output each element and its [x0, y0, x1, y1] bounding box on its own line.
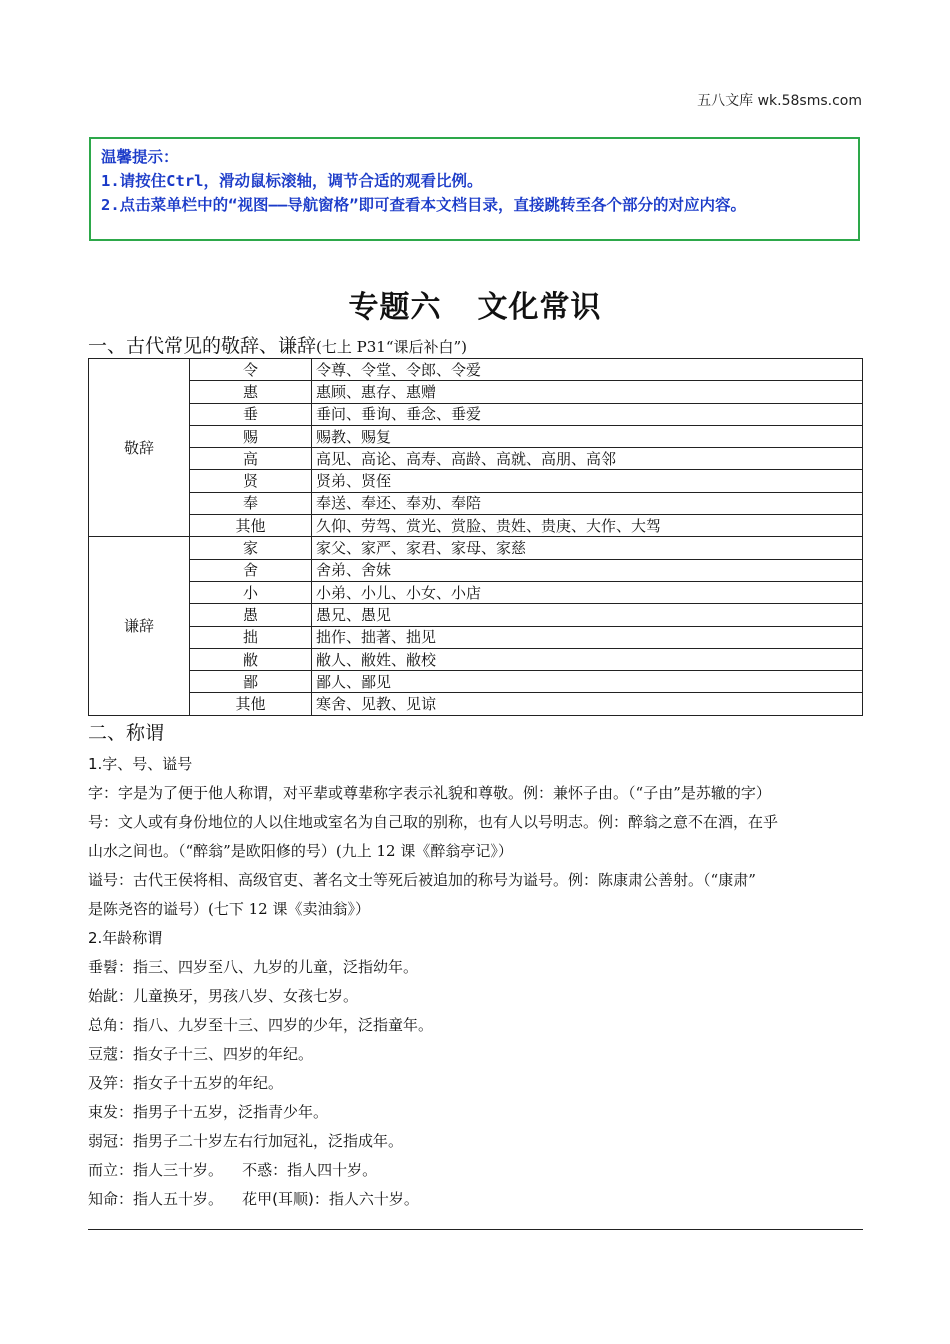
tip-heading: 温馨提示： [101, 148, 179, 166]
honorific-key: 垂 [190, 403, 312, 425]
huajia-desc: ：指人六十岁。 [313, 1190, 419, 1208]
age-desc: ：儿童换牙，男孩八岁、女孩七岁。 [118, 987, 359, 1005]
age-entry [88, 1098, 866, 1127]
age-term: 垂髫 [88, 958, 119, 976]
age-desc: ：指女子十三、四岁的年纪。 [118, 1045, 314, 1063]
humble-key: 舍 [190, 559, 312, 581]
buhuo-term: 不惑 [242, 1161, 273, 1179]
buhuo-desc: ：指人四十岁。 [272, 1161, 378, 1179]
erli-desc: ：指人三十岁。 [118, 1161, 224, 1179]
age-desc: ：指男子十五岁，泛指青少年。 [118, 1103, 329, 1121]
humble-category-label: 谦辞 [89, 537, 190, 715]
title-part-1: 专题六 [348, 290, 442, 325]
humble-examples: 拙作、拙著、拙见 [312, 626, 863, 648]
honorific-examples: 令尊、令堂、令郎、令爱 [312, 359, 863, 381]
age-term: 总角 [88, 1016, 119, 1034]
hao-term: 号 [88, 813, 104, 831]
age-desc: ：指男子二十岁左右行加冠礼，泛指成年。 [118, 1132, 404, 1150]
honorific-row [89, 381, 863, 403]
section-2-body [88, 750, 866, 1214]
humble-examples: 愚兄、愚见 [312, 604, 863, 626]
humble-examples: 小弟、小儿、小女、小店 [312, 581, 863, 603]
age-entry [88, 1069, 866, 1098]
age-term: 弱冠 [88, 1132, 119, 1150]
humble-examples: 敝人、敝姓、敝校 [312, 648, 863, 670]
page-title [0, 282, 950, 326]
honorific-row [89, 403, 863, 425]
age-entry [88, 953, 866, 982]
zi-text: ：字是为了便于他人称谓，对平辈或尊辈称字表示礼貌和尊敬。例：兼怀子由。（“子由”是苏辙的字） [103, 784, 771, 802]
honorific-row [89, 425, 863, 447]
honorific-row [89, 470, 863, 492]
humble-row [89, 559, 863, 581]
humble-key: 拙 [190, 626, 312, 648]
honorific-key: 高 [190, 448, 312, 470]
tip-line-1: 1.请按住Ctrl，滑动鼠标滚轴，调节合适的观看比例。 [101, 172, 483, 190]
humble-row [89, 648, 863, 670]
honorific-examples: 垂问、垂询、垂念、垂爱 [312, 403, 863, 425]
honorific-examples: 奉送、奉还、奉劝、奉陪 [312, 492, 863, 514]
age-desc: ：指八、九岁至十三、四岁的少年，泛指童年。 [118, 1016, 434, 1034]
erli-term: 而立 [88, 1161, 119, 1179]
zi-entry [88, 779, 866, 808]
hao-entry [88, 808, 866, 837]
age-list [88, 953, 866, 1156]
humble-row [89, 537, 863, 559]
section-2-heading: 二、称谓 [88, 722, 165, 744]
age-term: 豆蔻 [88, 1045, 119, 1063]
shi-term: 谥号 [88, 871, 119, 889]
humble-row [89, 581, 863, 603]
humble-key: 小 [190, 581, 312, 603]
section-1-title: 一、古代常见的敬辞、谦辞 [88, 335, 317, 357]
humble-examples: 家父、家严、家君、家母、家慈 [312, 537, 863, 559]
humble-examples: 舍弟、舍妹 [312, 559, 863, 581]
honorific-table [88, 358, 863, 716]
honorific-row [89, 359, 863, 381]
humble-examples: 鄙人、鄙见 [312, 671, 863, 693]
humble-row [89, 604, 863, 626]
honorific-key: 令 [190, 359, 312, 381]
humble-key: 其他 [190, 693, 312, 715]
title-part-2: 文化常识 [477, 290, 602, 325]
sub-heading-1: 1.字、号、谥号 [88, 755, 193, 773]
age-entry [88, 1011, 866, 1040]
bottom-rule [88, 1229, 863, 1230]
honorific-key: 赐 [190, 425, 312, 447]
humble-key: 家 [190, 537, 312, 559]
age-row-50-60 [88, 1185, 866, 1214]
honorific-category-label: 敬辞 [89, 359, 190, 537]
honorific-examples: 赐教、赐复 [312, 425, 863, 447]
humble-row [89, 626, 863, 648]
honorific-examples: 惠顾、惠存、惠赠 [312, 381, 863, 403]
shi-entry [88, 866, 866, 895]
zhiming-term: 知命 [88, 1190, 119, 1208]
shi-text-1: ：古代王侯将相、高级官吏、著名文士等死后被追加的称号为谥号。例：陈康肃公善射。（“康肃” [118, 871, 756, 889]
honorific-key: 惠 [190, 381, 312, 403]
age-desc: ：指三、四岁至八、九岁的儿童，泛指幼年。 [118, 958, 419, 976]
age-term: 束发 [88, 1103, 119, 1121]
honorific-row [89, 515, 863, 537]
honorific-row [89, 448, 863, 470]
humble-row [89, 671, 863, 693]
huajia-term: 花甲(耳顺) [242, 1190, 314, 1208]
humble-key: 鄙 [190, 671, 312, 693]
age-term: 始龀 [88, 987, 119, 1005]
honorific-key: 贤 [190, 470, 312, 492]
humble-key: 愚 [190, 604, 312, 626]
hao-text-1: ：文人或有身份地位的人以住地或室名为自己取的别称，也有人以号明志。例：醉翁之意不在酒，在乎 [103, 813, 779, 831]
age-desc: ：指女子十五岁的年纪。 [118, 1074, 284, 1092]
section-1-heading [88, 331, 467, 358]
age-row-30-40 [88, 1156, 866, 1185]
watermark: 五八文库 wk.58sms.com [697, 93, 862, 109]
age-entry [88, 1040, 866, 1069]
zhiming-desc: ：指人五十岁。 [118, 1190, 224, 1208]
honorific-key: 其他 [190, 515, 312, 537]
section-1-note: (七上 P31“课后补白”) [316, 338, 468, 356]
age-term: 及笄 [88, 1074, 119, 1092]
zi-term: 字 [88, 784, 104, 802]
sub-heading-2: 2.年龄称谓 [88, 929, 163, 947]
honorific-row [89, 492, 863, 514]
honorific-key: 奉 [190, 492, 312, 514]
honorific-examples: 久仰、劳驾、赏光、赏脸、贵姓、贵庚、大作、大驾 [312, 515, 863, 537]
humble-examples: 寒舍、见教、见谅 [312, 693, 863, 715]
tip-line-2: 2.点击菜单栏中的“视图——导航窗格”即可查看本文档目录，直接跳转至各个部分的对应内容。 [101, 196, 746, 214]
tip-box [89, 137, 860, 241]
hao-text-2: 山水之间也。（“醉翁”是欧阳修的号）(九上 12 课《醉翁亭记》） [88, 842, 513, 860]
humble-key: 敝 [190, 648, 312, 670]
humble-row [89, 693, 863, 715]
age-entry [88, 982, 866, 1011]
honorific-examples: 贤弟、贤侄 [312, 470, 863, 492]
shi-text-2: 是陈尧咨的谥号）(七下 12 课《卖油翁》） [88, 900, 370, 918]
honorific-examples: 高见、高论、高寿、高龄、高就、高朋、高邻 [312, 448, 863, 470]
age-entry [88, 1127, 866, 1156]
